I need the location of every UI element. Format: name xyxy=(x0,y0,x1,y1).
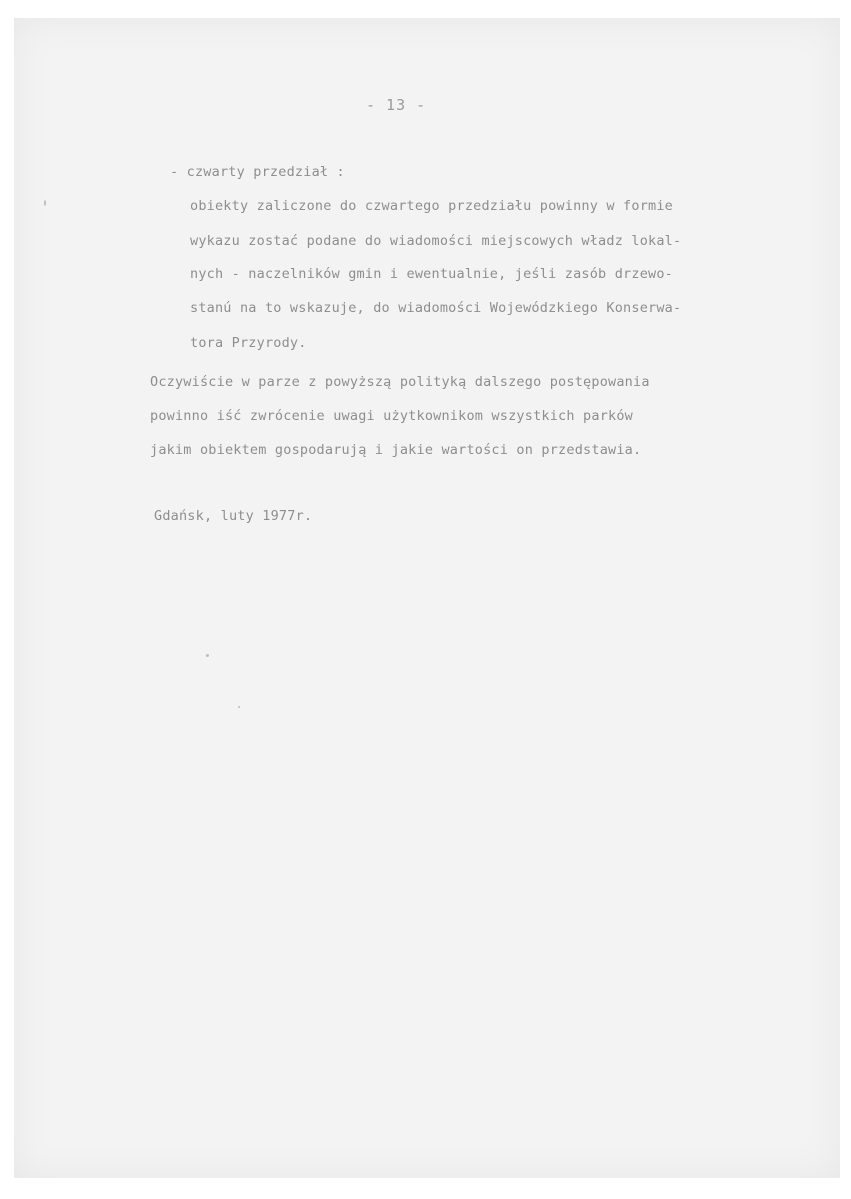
paragraph1-line-5: tora Przyrody. xyxy=(190,335,307,351)
place-date-line: Gdańsk, luty 1977r. xyxy=(154,508,313,524)
page-number: - 13 - xyxy=(366,96,427,114)
paragraph2-line-2: powinno iść zwrócenie uwagi użytkownikom wszystkich parków xyxy=(150,408,634,424)
paragraph1-line-1: obiekty zaliczone do czwartego przedziału powinny w formie xyxy=(190,198,674,214)
paragraph1-line-2: wykazu zostać podane do wiadomości miejscowych władz lokal- xyxy=(190,233,682,249)
paragraph2-line-3: jakim obiektem gospodarują i jakie wartości on przedstawia. xyxy=(150,442,642,458)
scan-speck xyxy=(206,654,209,657)
paragraph1-line-4: stanú na to wskazuje, do wiadomości Wojewódzkiego Konserwa- xyxy=(190,300,682,316)
section-heading: - czwarty przedział : xyxy=(170,164,345,180)
scan-speck xyxy=(44,200,46,206)
paper-sheet xyxy=(14,18,840,1178)
paragraph2-line-1: Oczywiście w parze z powyższą polityką dalszego postępowania xyxy=(150,374,650,390)
scan-speck xyxy=(238,706,240,708)
paragraph1-line-3: nych - naczelników gmin i ewentualnie, jeśli zasób drzewo- xyxy=(190,266,674,282)
